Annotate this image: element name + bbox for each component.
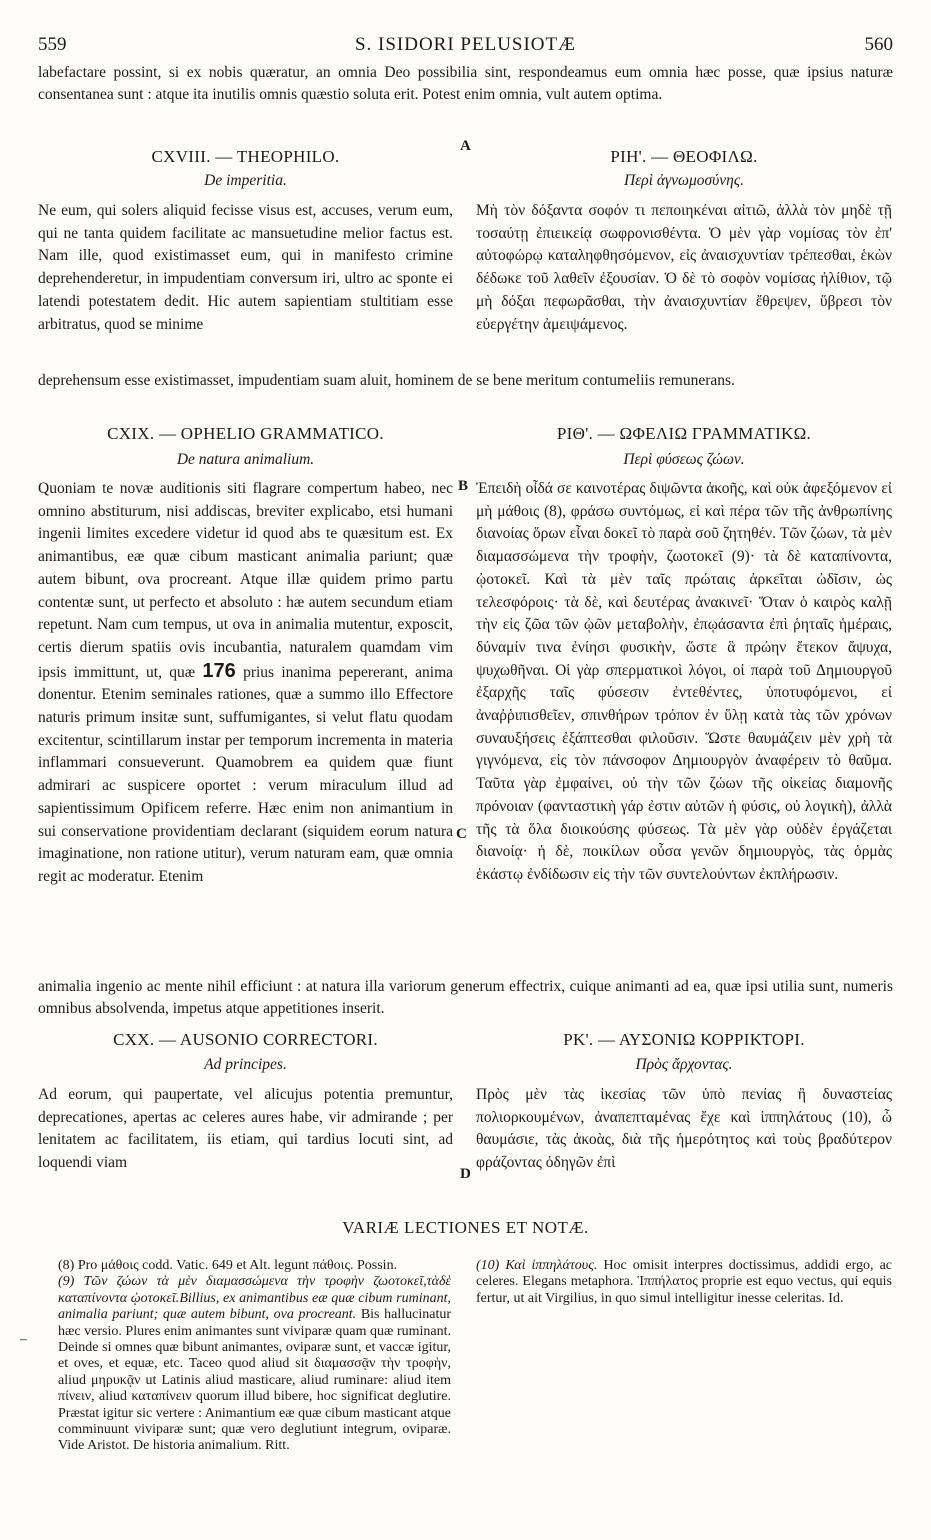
section-120-greek-title: ΡΚ'. — ΑΥΣΟΝΙΩ ΚΟΡΡΙΚΤΟΡΙ.: [563, 1030, 805, 1049]
note-8: (8) Pro μάθοις codd. Vatic. 649 et Alt. legunt πάθοις. Possin.: [58, 1258, 398, 1273]
margin-letter-d: D: [460, 1166, 471, 1182]
section-119-latin-text: [38, 478, 453, 889]
section-119-latin-text-part-1: Quoniam te novæ auditionis siti flagrare compertum habeo, nec omnino abstiturum, nisi addiscas, breviter explicabo, etsi humani ingenii limites excedere videtur id quod abs te quæsitum est. Ex animantibus, eæ quæ cibum masticant animalia pariunt; quæ autem bibunt, ova procreant. Atque illæ quidem primo partu contentæ sunt, ut perfecto et absoluto : hæ autem secundum etiam repetunt. Nam cum tempus, ut ova in animalia mutentur, exposcit, certis dierum spatiis ovis incubantia, naturalem quamdam vim ipsis immittunt, ut, quæ: [38, 480, 453, 681]
note-9: [58, 1274, 451, 1454]
page-header: [38, 34, 893, 58]
note-9-body: Bis hallucinatur hæc versio. Plures enim animantes sunt viviparæ quam quæ ruminant. Deinde si omnes quæ bibunt animantes, oviparæ sunt, et vaccæ igitur, et oves, et equæ, etc. Taceo quod aliud sit διαμασσᾷν τὴν τροφὴν, aliud μηρυκᾷν ut Latinis aliud masticare, aliud ruminare: aliud item πίνειν, aliud καταπίνειν quorum illud bibere, hoc significat deglutire. Præstat igitur sic vertere : Animantium eæ quæ cibum masticant atque comminuunt viviparæ sunt; quæ vero deglutiunt integrum, oviparæ. Vide Aristot. De historia animalium. Ritt.: [58, 1307, 451, 1454]
column-number-176: 176: [202, 659, 236, 682]
section-118-greek-text: Μὴ τὸν δόξαντα σοφόν τι πεποιηκέναι αἰτιῶ, ἀλλὰ τὸν μηδὲ τῇ τοσαύτῃ ἐπιεικείᾳ σωφρονισθέντα. Ὁ μὲν γὰρ νομίσας τὸν ἐπ' αὐτοφώρῳ καταληφθησόμενον, εἰς ἀναισχυντίαν τρέπεσθαι, ἑκὼν δέδωκε τοῦ λαθεῖν ἐξουσίαν. Ὁ δὲ τὸ σοφὸν νομίσας ἠλίθιον, τῷ μὴ δόξαι πεφωρᾶσθαι, τὴν ἀναισχυντίαν ἔθρεψεν, ὕβρεσι τὸν εὐεργέτην ἀμειψάμενος.: [476, 202, 892, 333]
section-120-greek-text: Πρὸς μὲν τὰς ἱκεσίας τῶν ὑπὸ πενίας ἢ δυναστείας πολιορκουμένων, ἀναπεπταμένας ἔχε καὶ ἱππηλάτους (10), ὦ θαυμάσιε, τὰς ἀκοὰς, διὰ τῆς ἡμερότητος καὶ τοὺς βραδύτερον φράζοντας ὁδηγῶν ἐπὶ: [476, 1086, 892, 1172]
margin-letter-b: B: [458, 478, 469, 494]
margin-letter-c: C: [456, 826, 467, 842]
margin-letter-a: A: [460, 138, 471, 154]
section-118-latin-text: Ne eum, qui solers aliquid fecisse visus est, accuses, verum eum, qui ne tanta quidem facilitate ac mansuetudine melior factus est. Nam ille, quod existimasset eum, qui in manifesto crimine deprehenderetur, in impudentiam conversum iri, ultro ac sponte ei latendi potestatem dedit. Hic autem sapientiam stultitiam esse arbitratus, quod se minime: [38, 202, 453, 333]
section-120-latin-title: CXX. — AUSONIO CORRECTORI.: [113, 1030, 378, 1049]
page-number-right: 560: [864, 34, 893, 55]
page-number-left: 559: [38, 34, 67, 55]
section-119-latin-tail: animalia ingenio ac mente nihil efficiunt : at natura illa variorum generum effectrix, cuique animanti ad ea, quæ ipsi utilia sunt, numeris omnibus absolvenda, impetus atque appetitiones inserit.: [38, 978, 893, 1017]
running-title: S. ISIDORI PELUSIOTÆ: [354, 34, 577, 55]
section-119-greek-text: Ἐπειδὴ οἶδά σε καινοτέρας διψῶντα ἀκοῆς, καὶ οὐκ ἀφεξόμενον εἰ μὴ μάθοις (8), φράσω συντόμως, εἰ καὶ πέρα τῶν τῆς ἀνθρωπίνης διανοίας ὅρων εἶναι δοκεῖ τὸ παρὰ σοῦ ζητηθέν. Τῶν ζώων, τὰ μὲν διαμασσώμενα τὴν τροφὴν, ζωοτοκεῖ (9)· τὰ δὲ καταπίνοντα, ᾠοτοκεῖ. Καὶ τὰ μὲν ταῖς πρώταις ἀρκεῖται ὠδῖσιν, ὡς τελεσφόροις· τὰ δὲ, καὶ δευτέρας ἀνακινεῖ· Ὅταν ὁ καιρὸς καλῇ τὴν εἰς ζῶα τῶν ᾠῶν μεταβολὴν, ἐπῳάσαντα ἐπὶ ῥηταῖς ἡμέραις, δύναμίν τινα ἐνίησι φυσικὴν, ὥστε ἃ πρώην ἔτεκον ἄψυχα, ψυχωθῆναι. Οἱ γὰρ σπερματικοὶ λόγοι, οἱ παρὰ τοῦ Δημιουργοῦ ἐξαρχῆς ταῖς φύσεσιν ἐντεθέντες, ὑποτυφόμενοι, εἰ ἀναῤῥιπισθεῖεν, σπινθήρων τρόπον ἐν ὕλῃ κατὰ τὰς τῶν χρόνων συναυξήσεις ἐξάπτεσθαι φιλοῦσιν. Ὥστε θαυμάζειν μὲν χρὴ τὰ γιγνόμενα, εἰς τὸν πάνσοφον Δημιουργὸν ἀναφέρειν τὸ θαῦμα. Ταῦτα γὰρ ἐμφαίνει, οὐ τὴν τῶν ζώων τῆς οἰκείας διαμονῆς πρόνοιαν (φανταστικὴ γάρ ἐστιν αὐτῶν ἡ φύσις, οὐ λογικὴ), ἀλλὰ τῆς τὰ ὅλα διοικούσης φύσεως. Τὰ μὲν γὰρ οὐδὲν ἐργάζεται διανοίᾳ· ἡ δὲ, ποικίλων οὖσα γενῶν δημιουργὸς, τὰς ὁρμὰς ἑκάστῳ ἐνδίδωσιν εἰς τὴν τῶν συντελούντων ἐκπλήρωσιν.: [476, 480, 892, 883]
section-118-greek-title: ΡΙΗ'. — ΘΕΟΦΙΛΩ.: [610, 147, 758, 166]
section-118-latin-title: CXVIII. — THEOPHILO.: [151, 147, 340, 166]
section-120-latin-text: Ad eorum, qui paupertate, vel alicujus potentia premuntur, deprecationes, apertas ac celeres aures habe, vir admirande ; per lenitatem ac facilitatem, iis etiam, qui tardius locuti sint, ad loquendi viam: [38, 1086, 453, 1172]
notes-left-column: [58, 1258, 451, 1455]
note-9-billius: Billius, ex animantibus eæ quæ cibum ruminant, animalia pariunt; quæ autem bibunt, ova procreant.: [58, 1290, 451, 1323]
section-119-greek-subtitle: Περὶ φύσεως ζώων.: [623, 451, 745, 468]
intro-paragraph: labefactare possint, si ex nobis quæratur, an omnia Deo possibilia sint, respondeamus eum omnia hæc posse, quæ ipsius naturæ consentanea sunt : atque ita inutilis omnis quæstio soluta erit. Potest enim omnia, vult autem optima.: [38, 64, 893, 103]
notes-right-column: [476, 1258, 892, 1307]
section-119-latin-subtitle: De natura animalium.: [176, 451, 315, 468]
margin-dash: –: [20, 1332, 27, 1347]
section-118-latin-subtitle: De imperitia.: [204, 172, 287, 189]
note-9-head: (9) Τῶν ζώων τὰ μὲν διαμασσώμενα τὴν τροφὴν ζωοτοκεῖ,τὰδὲ καταπίνοντα ᾠοτοκεῖ.: [58, 1274, 451, 1306]
section-118-latin-tail: deprehensum esse existimasset, impudentiam suam aluit, hominem de se bene meritum contumeliis remunerans.: [38, 372, 735, 389]
notes-title: VARIÆ LECTIONES ET NOTÆ.: [342, 1218, 589, 1237]
section-120-latin-subtitle: Ad principes.: [204, 1056, 287, 1073]
section-120-greek-subtitle: Πρὸς ἄρχοντας.: [635, 1056, 733, 1073]
note-10: [476, 1258, 892, 1307]
section-119-greek-title: ΡΙΘ'. — ΩΦΕΛΙΩ ΓΡΑΜΜΑΤΙΚΩ.: [556, 424, 812, 443]
section-119-latin-text-part-2: prius inanima pepererant, anima donentur. Etenim seminales rationes, quæ a summo illo Effectore naturis primum insitæ sunt, suffumigantes, si velut flatu quodam excitentur, scintillarum instar per temporum incrementa in materia inflammari consueverunt. Quamobrem ea quidem quæ fiunt admirari ac suspicere oportet : verum miraculum illud ad sapientissimum Opificem referre. Hæc enim non animantium in sui conservatione providentiam declarant (siquidem eorum natura imaginatione, non ratione utitur), verum naturam eam, quæ omnia regit ac moderatur. Etenim: [38, 663, 454, 885]
note-10-head: (10) Καὶ ἱππηλάτους.: [476, 1258, 598, 1273]
section-118-greek-subtitle: Περὶ ἀγνωμοσύνης.: [623, 172, 744, 189]
section-119-latin-title: CXIX. — OPHELIO GRAMMATICO.: [107, 424, 384, 443]
note-10-body: Hoc omisit interpres doctissimus, addidi ergo, ac celeres. Elegans metaphora. Ἱππήλατος proprie est equo vectus, qui equis fertur, ut ait Virgilius, in quo simul intelligitur inesse celeritas. Id.: [476, 1258, 892, 1306]
